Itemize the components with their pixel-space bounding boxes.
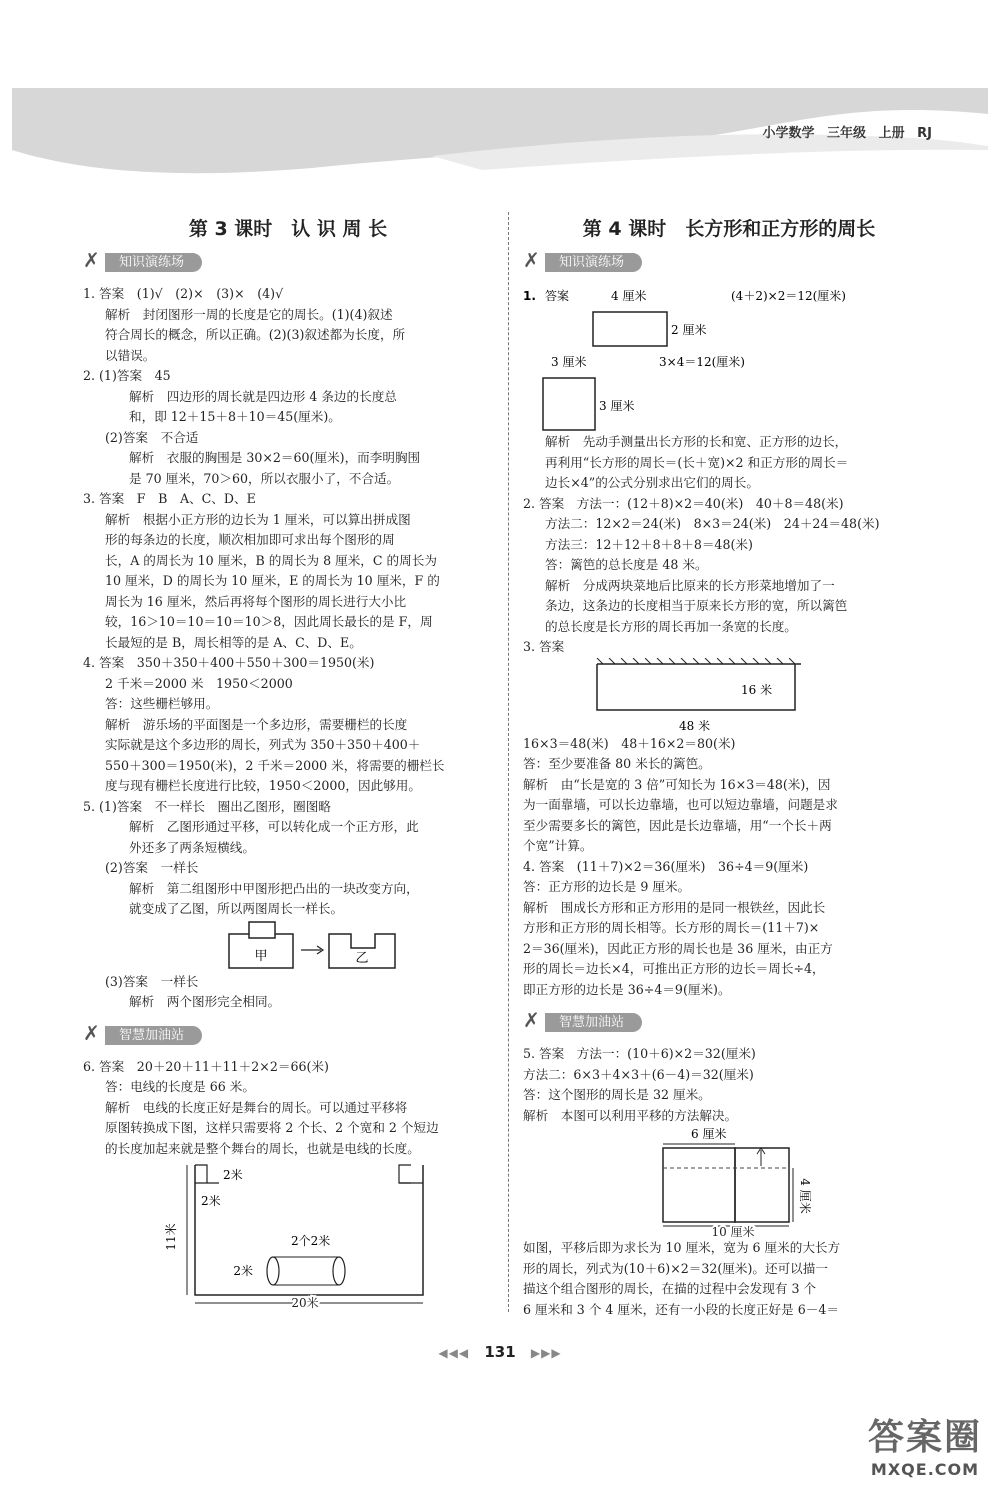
answer-line: 以错误。 <box>105 347 156 363</box>
header-volume: 上册 <box>878 126 905 141</box>
answer-line: (3)答案 一样长 <box>105 973 199 989</box>
stage-label-left-top: 2米 <box>201 1194 221 1208</box>
stage-label-top: 2米 <box>223 1168 243 1182</box>
answer-line: 答：这些栅栏够用。 <box>105 696 219 711</box>
square-label-side: 3 厘米 <box>599 399 635 413</box>
answer-line: 长，A 的周长为 10 厘米，B 的周长为 8 厘米，C 的周长为 <box>105 552 437 568</box>
answer-line: 和，即 12＋15＋8＋10＝45(厘米)。 <box>129 409 341 424</box>
left-column <box>83 212 493 1309</box>
answer-line: 解析 乙图形通过平移，可以转化成一个正方形，此 <box>129 819 419 834</box>
stage-label-inner-left: 2米 <box>233 1264 253 1278</box>
q1-number: 1. <box>523 289 536 303</box>
translation-label-bottom: 10 厘米 <box>711 1225 755 1238</box>
rect-label-side: 2 厘米 <box>671 323 707 337</box>
fence-label-bottom: 48 米 <box>679 718 711 733</box>
answer-line: 4. 答案 350＋350＋400＋550＋300＝1950(米) <box>83 655 375 670</box>
square-formula: 3×4＝12(厘米) <box>659 355 745 369</box>
answer-line: 3. 答案 F B A、C、D、E <box>83 491 256 506</box>
section-header <box>523 1010 935 1036</box>
stage-label-inner-top: 2个2米 <box>291 1234 331 1248</box>
answer-line: 周长为 16 厘米，然后再将每个图形的周长进行大小比 <box>105 593 407 609</box>
answer-line: 5. 答案 方法一：(10＋6)×2＝32(厘米) <box>523 1046 756 1061</box>
stage-label-bottom: 20米 <box>291 1296 319 1309</box>
answer-line: 再利用“长方形的周长＝(长＋宽)×2 和正方形的周长＝ <box>545 454 849 470</box>
runner-icon: ✗ <box>523 1008 540 1032</box>
runner-icon: ✗ <box>83 248 100 272</box>
answer-line: 2. 答案 方法一：(12＋8)×2＝40(米) 40＋8＝48(米) <box>523 495 844 511</box>
figure-jia-yi <box>83 920 493 972</box>
right-arrows-icon: ▶▶▶ <box>530 1346 562 1360</box>
answer-line: 1. 答案 (1)√ (2)× (3)× (4)√ <box>83 286 284 301</box>
square-label-top: 3 厘米 <box>551 355 587 369</box>
runner-icon: ✗ <box>83 1020 100 1045</box>
figure-stage <box>83 1159 493 1309</box>
answer-line: 解析 分成两块菜地后比原来的长方形菜地增加了一 <box>545 577 835 593</box>
answer-line: 6. 答案 20＋20＋11＋11＋2×2＝66(米) <box>83 1058 329 1074</box>
answer-line: 解析 本图可以利用平移的方法解决。 <box>523 1107 738 1123</box>
figure-label-yi: 乙 <box>355 950 369 966</box>
section-label: 知识演练场 <box>105 253 202 272</box>
header-info <box>763 122 933 141</box>
page-footer <box>0 1343 1000 1361</box>
answer-line: 解析 先动手测量出长方形的长和宽、正方形的边长， <box>545 434 848 449</box>
answer-line: 方法二：12×2＝24(米) 8×3＝24(米) 24＋24＝48(米) <box>545 516 880 531</box>
answer-line: 答：正方形的边长是 9 厘米。 <box>523 879 691 894</box>
section-header <box>83 250 493 276</box>
section-label: 智慧加油站 <box>105 1026 202 1045</box>
answer-line: 就变成了乙图，所以两图周长一样长。 <box>129 901 344 916</box>
right-column <box>523 212 935 1320</box>
answer-line: 方形和正方形的周长相等。长方形的周长＝(11＋7)× <box>523 920 820 935</box>
answer-line: 边长×4”的公式分别求出它们的周长。 <box>545 475 759 490</box>
figure-fence <box>523 658 935 734</box>
section-header <box>83 1020 493 1049</box>
header-subject: 小学数学 <box>762 126 815 141</box>
answer-line: 方法二：6×3＋4×3＋(6－4)＝32(厘米) <box>523 1066 754 1082</box>
answer-line: 答：这个图形的周长是 32 厘米。 <box>523 1087 711 1102</box>
answer-line: (2)答案 一样长 <box>105 860 199 875</box>
fence-label-side: 16 米 <box>741 682 773 697</box>
answer-line: 10 厘米，D 的周长为 10 厘米，E 的周长为 10 厘米，F 的 <box>105 573 440 588</box>
answer-line: 2. (1)答案 45 <box>83 368 171 383</box>
answer-line: 长最短的是 B，周长相等的是 A、C、D、E。 <box>105 634 362 650</box>
answer-line: 是 70 厘米，70＞60，所以衣服小了，不合适。 <box>129 470 400 486</box>
translation-label-side: 4 厘米 <box>798 1178 812 1214</box>
answer-line: 方法三：12＋12＋8＋8＋8＝48(米) <box>545 536 753 552</box>
answer-line: 解析 封闭图形一周的长度是它的周长。(1)(4)叙述 <box>105 306 393 322</box>
answer-line: 550＋300＝1950(米)，2 千米＝2000 米，将需要的栅栏长 <box>105 757 445 773</box>
answer-line: 16×3＝48(米) 48＋16×2＝80(米) <box>523 735 736 751</box>
answer-line: 解析 围成长方形和正方形用的是同一根铁丝，因此长 <box>523 899 826 915</box>
header-grade: 三年级 <box>827 126 867 141</box>
answer-line: 形的周长＝边长×4，可推出正方形的边长＝周长÷4， <box>523 961 825 976</box>
answer-line: 解析 电线的长度正好是舞台的周长。可以通过平移将 <box>105 1099 408 1115</box>
column-divider <box>508 212 509 1312</box>
answer-line: 形的周长，列式为(10＋6)×2＝32(厘米)。还可以描一 <box>523 1260 828 1276</box>
answer-line: 解析 由“长是宽的 3 倍”可知长为 16×3＝48(米)，因 <box>523 776 831 792</box>
section-header <box>523 250 935 276</box>
answer-line: 即正方形的边长是 36÷4＝9(厘米)。 <box>523 981 731 997</box>
answer-line: 的总长度是长方形的周长再加一条宽的长度。 <box>545 618 797 634</box>
answer-line: 实际就是这个多边形的周长，列式为 350＋350＋400＋ <box>105 737 421 752</box>
answer-line: 解析 四边形的周长就是四边形 4 条边的长度总 <box>129 388 397 404</box>
header-edition: RJ <box>917 126 932 141</box>
stage-label-side: 11米 <box>164 1223 178 1251</box>
answer-line: 6 厘米和 3 个 4 厘米，还有一小段的长度正好是 6－4＝ <box>523 1301 839 1317</box>
answer-line: 外还多了两条短横线。 <box>129 839 255 855</box>
answer-line: 解析 两个图形完全相同。 <box>129 994 281 1009</box>
answer-line: 的长度加起来就是整个舞台的周长，也就是电线的长度。 <box>105 1140 420 1156</box>
answer-line: 形的每条边的长度，顺次相加即可求出每个图形的周 <box>105 532 395 547</box>
figure-label-jia: 甲 <box>254 948 268 964</box>
left-arrows-icon: ◀◀◀ <box>438 1346 470 1360</box>
answer-line: 原图转换成下图，这样只需要将 2 个长、2 个宽和 2 个短边 <box>105 1120 439 1135</box>
answer-line: 2 千米＝2000 米 1950＜2000 <box>105 675 293 691</box>
lesson-3-title: 第 3 课时 认 识 周 长 <box>188 218 388 240</box>
page-number: 131 <box>484 1343 516 1361</box>
answer-line: 解析 游乐场的平面图是一个多边形，需要栅栏的长度 <box>105 716 408 732</box>
answer-line: 解析 第二组图形中甲图形把凸出的一块改变方向， <box>129 880 419 896</box>
answer-line: 如图，平移后即为求长为 10 厘米，宽为 6 厘米的大长方 <box>523 1240 841 1255</box>
answer-line: 至少需要多长的篱笆，因此是长边靠墙，用“一个长＋两 <box>523 817 832 833</box>
rect-label-top: 4 厘米 <box>611 289 647 303</box>
watermark-logo: 答案圈 <box>867 1417 982 1458</box>
answer-line: 条边，这条边的长度相当于原来长方形的宽，所以篱笆 <box>545 598 848 613</box>
runner-icon: ✗ <box>523 248 540 272</box>
answer-line: 4. 答案 (11＋7)×2＝36(厘米) 36÷4＝9(厘米) <box>523 858 809 874</box>
answer-line: 描这个组合图形的周长，在描的过程中会发现有 3 个 <box>523 1281 817 1296</box>
q1-answer-tag: 答案 <box>545 289 570 303</box>
translation-label-top: 6 厘米 <box>691 1127 727 1141</box>
answer-line: 答：篱笆的总长度是 48 米。 <box>545 557 708 572</box>
lesson-4-title: 第 4 课时 长方形和正方形的周长 <box>582 218 876 240</box>
answer-line: 3. 答案 <box>523 639 565 654</box>
answer-line: 答：电线的长度是 66 米。 <box>105 1079 255 1094</box>
answer-line: (2)答案 不合适 <box>105 429 199 445</box>
section-label: 智慧加油站 <box>545 1013 642 1032</box>
figure-translation <box>523 1126 935 1238</box>
answer-line: 2＝36(厘米)，因此正方形的周长也是 36 厘米，由正方 <box>523 940 833 956</box>
answer-line: 解析 衣服的胸围是 30×2＝60(厘米)，而李明胸围 <box>129 450 421 465</box>
answer-line: 个宽”计算。 <box>523 838 593 853</box>
answer-line: 5. (1)答案 不一样长 圈出乙图形，圈图略 <box>83 798 331 814</box>
answer-line: 度与现有栅栏长度进行比较，1950＜2000，因此够用。 <box>105 778 421 793</box>
rect-formula: (4＋2)×2＝12(厘米) <box>731 289 846 303</box>
answer-line: 解析 根据小正方形的边长为 1 厘米，可以算出拼成图 <box>105 511 411 527</box>
watermark-url: MXQE.COM <box>870 1460 980 1479</box>
section-label: 知识演练场 <box>545 253 642 272</box>
answer-line: 较，16＞10＝10＝10＝10＞8，因此周长最长的是 F，周 <box>105 614 433 629</box>
answer-line: 为一面靠墙，可以长边靠墙，也可以短边靠墙，问题是求 <box>523 797 838 812</box>
watermark <box>868 1409 982 1479</box>
answer-line: 答：至少要准备 80 米长的篱笆。 <box>523 756 711 771</box>
answer-line: 符合周长的概念，所以正确。(2)(3)叙述都为长度，所 <box>105 327 406 342</box>
figure-q1 <box>523 284 935 432</box>
